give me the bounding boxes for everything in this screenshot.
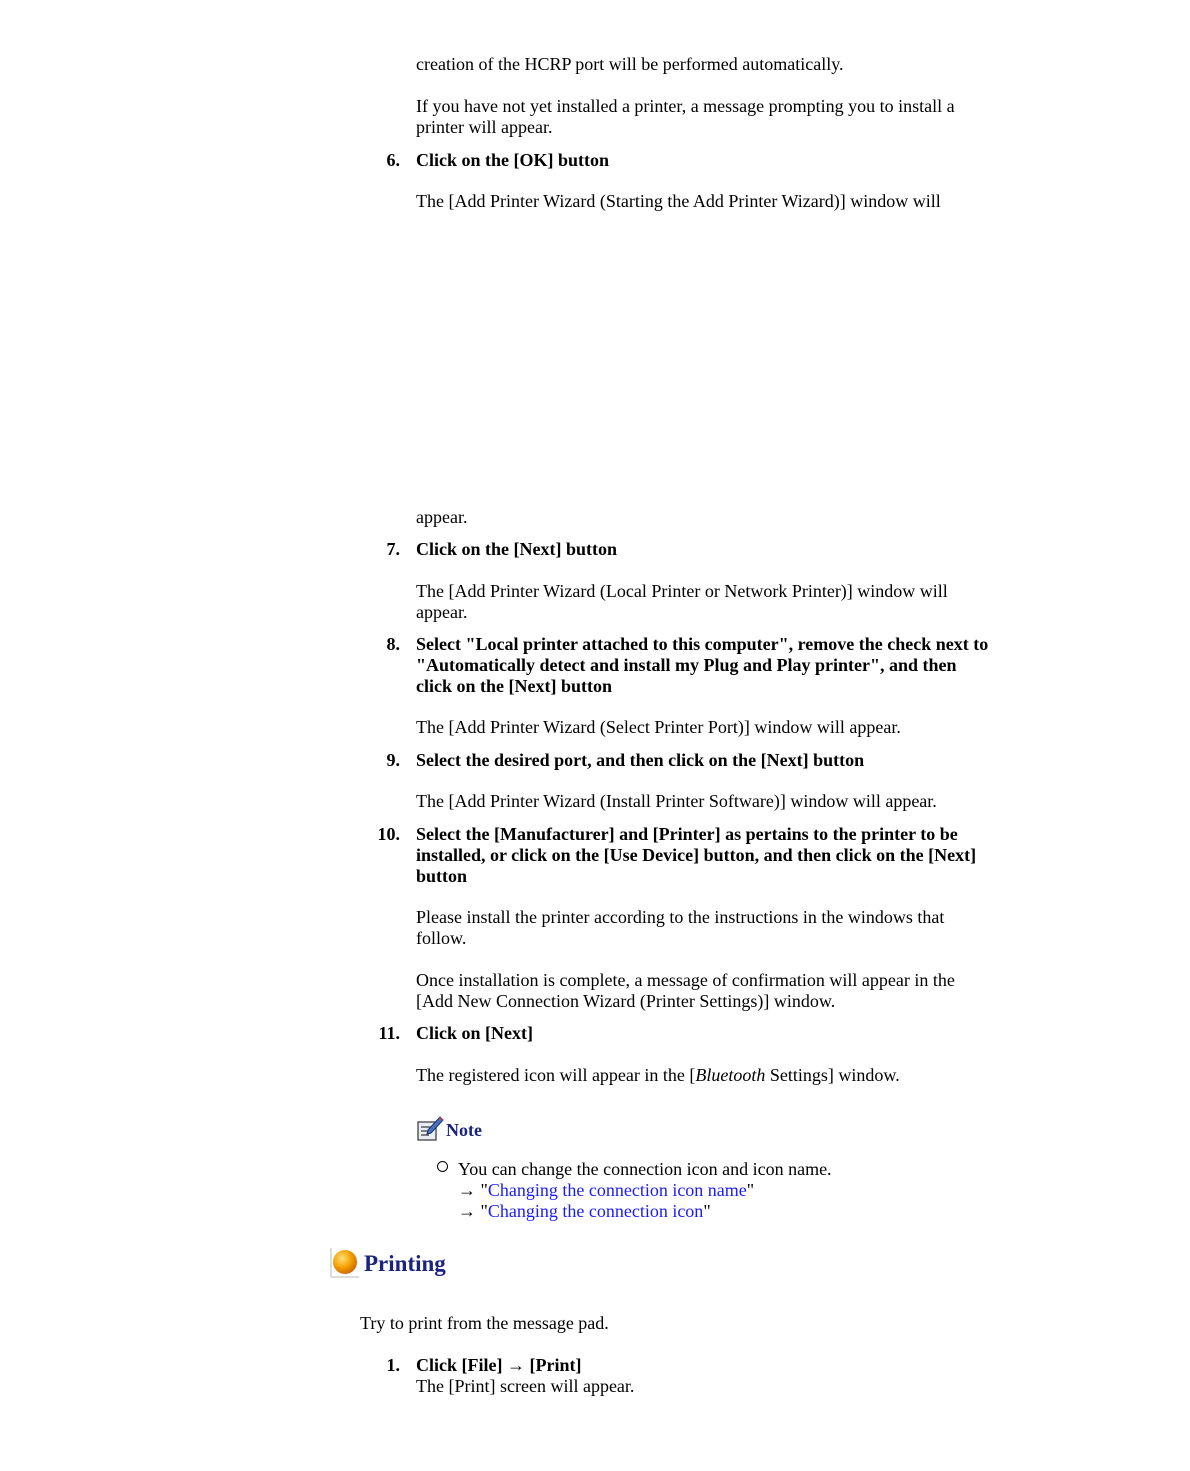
- step-body: The [Add Printer Wizard (Install Printer Software)] window will appear.: [416, 791, 937, 811]
- step-title-text: Click [File]: [416, 1355, 507, 1375]
- step-number: 6.: [386, 150, 400, 170]
- orange-ball-icon: [330, 1246, 360, 1283]
- step-body-line: Please install the printer according to the instructions in the windows that: [416, 907, 945, 927]
- step-body: The [Add Printer Wizard (Starting the Add Printer Wizard)] window will: [416, 191, 941, 211]
- step-title: [416, 824, 1026, 887]
- step-title: [416, 1355, 1026, 1376]
- step-body: The [Add Printer Wizard (Select Printer Port)] window will appear.: [416, 717, 901, 737]
- arrow-icon: →: [458, 1201, 476, 1221]
- step-body-line: Once installation is complete, a message of confirmation will appear in the: [416, 970, 955, 990]
- arrow-icon: →: [506, 1355, 525, 1375]
- intro-para-line: If you have not yet installed a printer, a message prompting you to install a: [416, 96, 955, 116]
- step-body: The [Print] screen will appear.: [416, 1376, 635, 1396]
- step-body-line: [Add New Connection Wizard (Printer Settings)] window.: [416, 991, 836, 1011]
- step-body-line: follow.: [416, 928, 467, 948]
- step-body: [416, 1065, 1026, 1086]
- step-number: 9.: [386, 750, 400, 770]
- step-title-line: button: [416, 866, 468, 886]
- step-number: 10.: [377, 824, 400, 844]
- link-changing-icon[interactable]: Changing the connection icon: [487, 1201, 704, 1221]
- note-label: Note: [446, 1119, 482, 1140]
- step-body-line: The [Add Printer Wizard (Local Printer or Network Printer)] window will: [416, 581, 948, 601]
- step-number: 7.: [386, 539, 400, 559]
- step-title: Click on the [OK] button: [416, 150, 610, 170]
- step-title: Click on [Next]: [416, 1023, 533, 1043]
- step-body: [416, 581, 1026, 623]
- section-intro: Try to print from the message pad.: [360, 1313, 609, 1333]
- step-title-line: click on the [Next] button: [416, 676, 612, 696]
- note-pencil-icon: [416, 1114, 444, 1147]
- step-title-line: "Automatically detect and install my Plug and Play printer", and then: [416, 655, 957, 675]
- section-title: Printing: [364, 1251, 446, 1276]
- step-title-text: [Print]: [524, 1355, 582, 1375]
- step-number: 8.: [386, 634, 400, 654]
- intro-para-line: printer will appear.: [416, 117, 553, 137]
- note-item: You can change the connection icon and icon name. → "Changing the connection icon name" → "Changing the connection icon": [458, 1159, 832, 1221]
- arrow-icon: →: [458, 1180, 476, 1200]
- note-item-text: You can change the connection icon and icon name.: [458, 1159, 832, 1179]
- intro-line: creation of the HCRP port will be performed automatically.: [416, 54, 844, 74]
- step-title-line: installed, or click on the [Use Device] button, and then click on the [Next]: [416, 845, 977, 865]
- link-changing-icon-name[interactable]: Changing the connection icon name: [487, 1180, 747, 1200]
- bluetooth-term: Bluetooth: [695, 1065, 766, 1085]
- intro-para: [416, 96, 1026, 138]
- note-header: [416, 1114, 482, 1146]
- step-title: Click on the [Next] button: [416, 539, 617, 559]
- section-header: [330, 1246, 446, 1282]
- step-body-line: appear.: [416, 602, 468, 622]
- bullet-circle-icon: [437, 1161, 448, 1172]
- step-body: [416, 970, 1026, 1012]
- step-number: 1.: [386, 1355, 400, 1375]
- step-body-text: The registered icon will appear in the [: [416, 1065, 696, 1085]
- step-title-line: Select "Local printer attached to this computer", remove the check next to: [416, 634, 989, 654]
- step-body-text: Settings] window.: [765, 1065, 900, 1085]
- step-title: Select the desired port, and then click on the [Next] button: [416, 750, 865, 770]
- step-body: [416, 907, 1026, 949]
- step-title-line: Select the [Manufacturer] and [Printer] as pertains to the printer to be: [416, 824, 958, 844]
- step-number: 11.: [378, 1023, 400, 1043]
- step-title: [416, 634, 1026, 697]
- step-body: appear.: [416, 507, 468, 527]
